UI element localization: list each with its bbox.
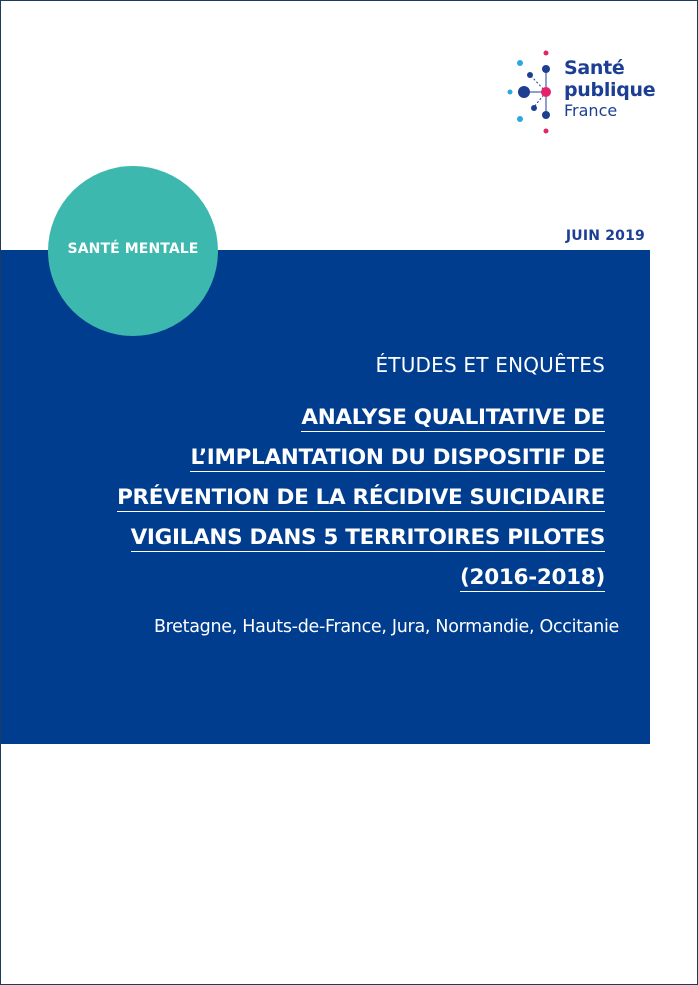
logo-word-publique: publique [564, 79, 656, 101]
network-dots-icon [506, 49, 560, 135]
title-line-text: ANALYSE QUALITATIVE DE [301, 405, 605, 430]
title-line-text: PRÉVENTION DE LA RÉCIDIVE SUICIDAIRE [117, 485, 605, 510]
regions-subtitle: Bretagne, Hauts-de-France, Jura, Normandie, Occitanie [153, 617, 619, 637]
topic-badge [48, 166, 218, 336]
sante-publique-france-logo [506, 49, 666, 135]
logo-word-sante: Santé [564, 57, 625, 79]
title-line [25, 395, 605, 435]
logo-wordmark [564, 57, 655, 121]
series-label: ÉTUDES ET ENQUÊTES [375, 353, 605, 377]
title-line [25, 475, 605, 515]
title-line [25, 435, 605, 475]
title-line [25, 515, 605, 555]
title-line [25, 555, 605, 595]
publication-date: JUIN 2019 [565, 228, 645, 244]
title-line-text: VIGILANS DANS 5 TERRITOIRES PILOTES [130, 525, 605, 550]
logo-word-france: France [564, 101, 618, 120]
topic-badge-label: SANTÉ MENTALE [67, 241, 199, 257]
report-title [25, 395, 605, 595]
title-line-text: (2016-2018) [460, 565, 605, 590]
title-line-text: L’IMPLANTATION DU DISPOSITIF DE [190, 445, 605, 470]
